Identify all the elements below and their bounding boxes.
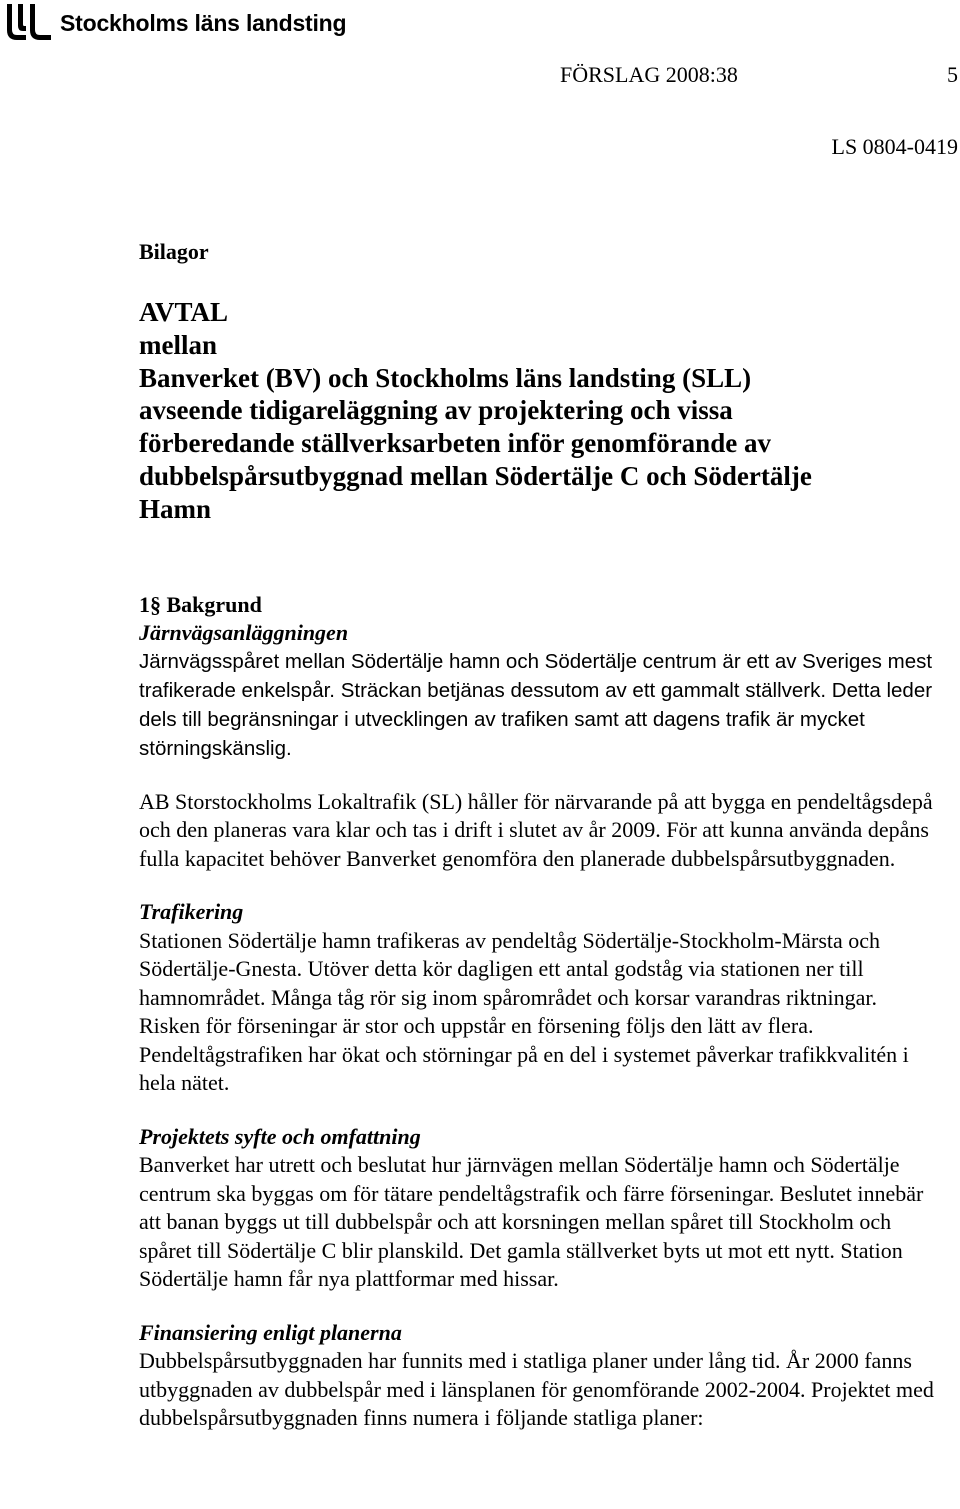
paragraph-sl: AB Storstockholms Lokaltrafik (SL) håller för närvarande på att bygga en pendeltågsdepå och den planeras vara klar och tas i drift i slutet av år 2009. För att kunna använda depåns fulla kapacitet behöver Banverket genomföra den planerade dubbelspårsutbyggnaden.: [139, 788, 933, 871]
doc-title: FÖRSLAG 2008:38: [560, 62, 738, 87]
paragraph-jarnvagsanlaggningen: Järnvägsspåret mellan Södertälje hamn och Södertälje centrum är ett av Sveriges mest trafikerade enkelspår. Sträckan betjänas dessutom av ett gammalt ställverk. Detta leder dels till begränsningar i utvecklingen av trafiken samt att dagens trafik är mycket störningskänslig.: [139, 649, 933, 760]
registration-number: LS 0804-0419: [831, 134, 958, 159]
title-line: mellan: [139, 329, 217, 360]
section-bakgrund: [139, 591, 939, 763]
heading-trafikering: Trafikering: [139, 899, 244, 925]
title-line: Banverket (BV) och Stockholms läns landsting (SLL): [139, 362, 752, 393]
paragraph-finansiering: Dubbelspårsutbyggnaden har funnits med i statliga planer under lång tid. År 2000 fanns utbyggnaden av dubbelspår med i länsplanen för genomförande 2002-2004. Projektet med dubbelspårsutbyggnaden finns numera i följande statliga planer:: [139, 1348, 934, 1431]
bilagor-heading: Bilagor: [139, 239, 209, 264]
agreement-title: [139, 296, 939, 526]
paragraph-projektets-syfte: Banverket har utrett och beslutat hur järnvägen mellan Södertälje hamn och Södertälje centrum ska byggas om för tätare pendeltågstrafik och färre förseningar. Beslutet innebär att banan byggs ut till dubbelspår och att korsningen mellan spåret till Stockholm och spåret till Södertälje C blir planskild. Det gamla ställverket byts ut mot ett nytt. Station Södertälje hamn får nya plattformar med hissar.: [139, 1152, 924, 1292]
title-line: AVTAL: [139, 297, 229, 327]
heading-finansiering: Finansiering enligt planerna: [139, 1319, 402, 1345]
paragraph-trafikering: Stationen Södertälje hamn trafikeras av pendeltåg Södertälje-Stockholm-Märsta och Södertälje-Gnesta. Utöver detta kör dagligen ett antal godståg via stationen ner till hamnområdet. Många tåg rör sig inom spårområdet och korsar varandras riktningar. Risken för förseningar är stor och uppstår en försening följs den lätt av flera. Pendeltågstrafiken har ökat och störningar på en del i systemet påverkar trafikkvalitén i hela nätet.: [139, 927, 909, 1096]
sll-logo: [4, 4, 346, 42]
title-line: Hamn: [139, 493, 212, 524]
page-number: 5: [947, 62, 958, 87]
document-reference: [560, 62, 958, 88]
title-line: dubbelspårsutbyggnad mellan Södertälje C och Södertälje: [139, 460, 812, 491]
title-line: förberedande ställverksarbeten inför genomförande av: [139, 428, 771, 459]
section-heading: 1§ Bakgrund: [139, 591, 262, 617]
logo-text: Stockholms läns landsting: [60, 9, 347, 36]
subheading-jarnvagsanlaggningen: Järnvägsanläggningen: [139, 619, 349, 645]
sll-logo-icon: [4, 4, 52, 42]
heading-projektets-syfte: Projektets syfte och omfattning: [139, 1123, 421, 1149]
document-body: [139, 238, 939, 1433]
title-line: avseende tidigareläggning av projektering och vissa: [139, 395, 733, 426]
